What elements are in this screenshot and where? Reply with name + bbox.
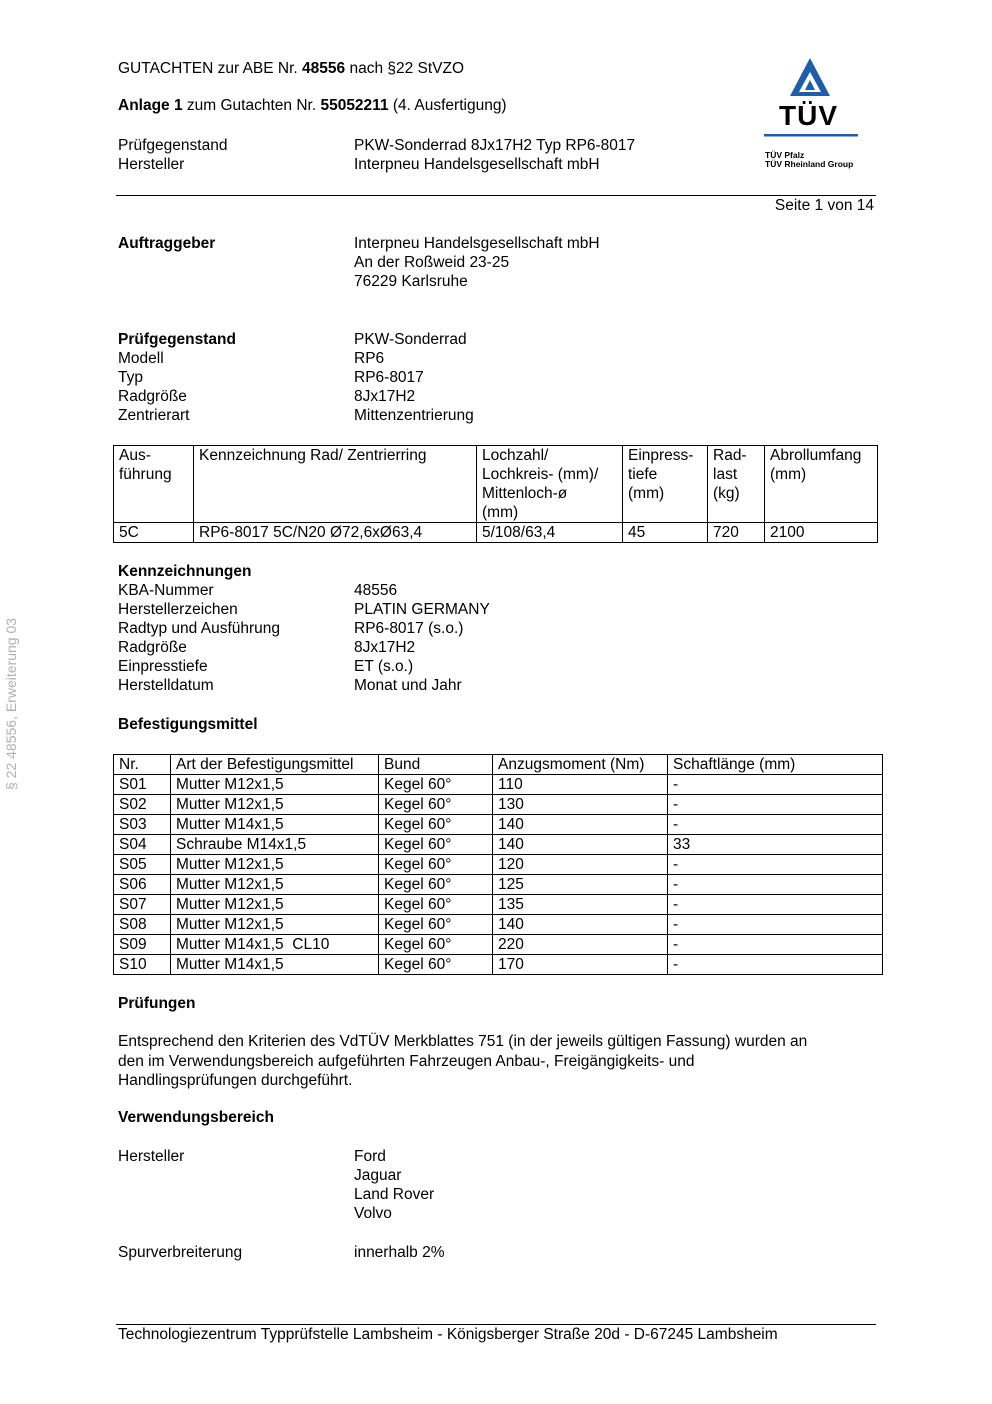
table-row (114, 895, 883, 915)
fastener-header-cell: Bund (379, 755, 493, 775)
table-cell: Kegel 60° (379, 815, 493, 835)
section-title: Verwendungsbereich (118, 1109, 274, 1126)
table-cell: Kegel 60° (379, 795, 493, 815)
manufacturer-item: Jaguar (354, 1167, 402, 1184)
paragraph-line: Handlingsprüfungen durchgeführt. (118, 1072, 353, 1089)
pruef-value: Mittenzentrierung (354, 407, 474, 424)
wheel-table-header (114, 446, 878, 523)
table-cell: 140 (493, 835, 668, 855)
pruef-label: Modell (118, 350, 164, 367)
section-title: Prüfungen (118, 995, 196, 1012)
pruefungen-text (118, 1032, 807, 1091)
logo-sub1: TÜV Pfalz (765, 150, 805, 160)
table-cell: 130 (493, 795, 668, 815)
section-title: Befestigungsmittel (118, 716, 258, 733)
pruef-value: 8Jx17H2 (354, 388, 416, 405)
table-cell: - (668, 875, 883, 895)
table-cell: S01 (114, 775, 171, 795)
title-prefix: GUTACHTEN zur ABE Nr. (118, 60, 303, 77)
table-cell: S05 (114, 855, 171, 875)
table-cell: - (668, 775, 883, 795)
kenn-value: Monat und Jahr (354, 677, 462, 694)
table-cell: - (668, 955, 883, 975)
auftraggeber-label: Auftraggeber (118, 235, 216, 252)
side-note: § 22 48556, Erweiterung 03 (3, 617, 19, 790)
table-row (114, 775, 883, 795)
logo-sub2: TÜV Rheinland Group (765, 159, 854, 169)
kenn-value: RP6-8017 (s.o.) (354, 620, 464, 637)
table-cell: 140 (493, 915, 668, 935)
page-number: Seite 1 von 14 (774, 197, 874, 214)
table-cell: - (668, 895, 883, 915)
kenn-label: Einpresstiefe (118, 658, 208, 675)
wheel-header-cell: Kennzeichnung Rad/ Zentrierring (194, 446, 477, 523)
kenn-label: Herstellerzeichen (118, 601, 238, 618)
table-cell: 135 (493, 895, 668, 915)
table-cell: - (668, 915, 883, 935)
kenn-label: KBA-Nummer (118, 582, 214, 599)
kenn-label: Radgröße (118, 639, 187, 656)
table-row (114, 855, 883, 875)
manufacturer-item: Land Rover (354, 1186, 435, 1203)
header-pruef-value: PKW-Sonderrad 8Jx17H2 Typ RP6-8017 (354, 137, 636, 154)
annex-label: Anlage 1 (118, 97, 183, 114)
table-cell: Kegel 60° (379, 835, 493, 855)
table-cell: 2100 (765, 523, 878, 543)
wheel-header-cell: Lochzahl/ Lochkreis- (mm)/ Mittenloch-ø (mm) (477, 446, 623, 523)
wheel-header-cell: Einpress- tiefe (mm) (623, 446, 708, 523)
logo-text: TÜV (779, 100, 838, 131)
pruefgegenstand-section (118, 330, 818, 425)
header-hersteller-label: Hersteller (118, 156, 185, 173)
kenn-value: 8Jx17H2 (354, 639, 416, 656)
table-row (114, 935, 883, 955)
table-cell: Schraube M14x1,5 (171, 835, 379, 855)
pruef-label: Typ (118, 369, 143, 386)
header-pruef-label: Prüfgegenstand (118, 137, 228, 154)
paragraph-line: den im Verwendungsbereich aufgeführten Fahrzeugen Anbau-, Freigängigkeits- und (118, 1052, 695, 1070)
spur-label: Spurverbreiterung (118, 1244, 243, 1261)
fastener-header-cell: Nr. (114, 755, 171, 775)
kennzeichnungen-section (118, 562, 818, 695)
header-info (118, 136, 818, 174)
fastener-header-cell: Anzugsmoment (Nm) (493, 755, 668, 775)
abe-number: 48556 (302, 60, 346, 77)
table-cell: Kegel 60° (379, 895, 493, 915)
table-cell: S02 (114, 795, 171, 815)
table-row (114, 875, 883, 895)
table-cell: 110 (493, 775, 668, 795)
annex-mid: zum Gutachten Nr. (182, 97, 321, 114)
table-row (114, 955, 883, 975)
table-cell: 220 (493, 935, 668, 955)
title-suffix: nach §22 StVZO (345, 60, 465, 77)
table-cell: Kegel 60° (379, 935, 493, 955)
fastener-table (113, 754, 883, 975)
table-cell: - (668, 855, 883, 875)
table-row (114, 915, 883, 935)
kenn-label: Herstelldatum (118, 677, 214, 694)
table-cell: Kegel 60° (379, 915, 493, 935)
table-cell: - (668, 795, 883, 815)
fastener-header-cell: Art der Befestigungsmittel (171, 755, 379, 775)
wheel-header-cell: Rad- last (kg) (708, 446, 765, 523)
fastener-table-header (114, 755, 883, 775)
tuv-logo (762, 56, 862, 176)
table-cell: Mutter M12x1,5 (171, 875, 379, 895)
header-hersteller-value: Interpneu Handelsgesellschaft mbH (354, 156, 600, 173)
auftraggeber-line: 76229 Karlsruhe (354, 273, 468, 290)
table-cell: 170 (493, 955, 668, 975)
pruef-label: Prüfgegenstand (118, 331, 236, 348)
table-cell: - (668, 815, 883, 835)
table-cell: 5C (114, 523, 194, 543)
annex-suffix: (4. Ausfertigung) (388, 97, 507, 114)
auftraggeber-section (118, 234, 818, 291)
footer-divider (116, 1324, 876, 1325)
section-title: Kennzeichnungen (118, 563, 252, 580)
table-cell: Mutter M12x1,5 (171, 895, 379, 915)
manufacturer-item: Volvo (354, 1205, 392, 1222)
table-cell: Mutter M12x1,5 (171, 915, 379, 935)
paragraph-line: Entsprechend den Kriterien des VdTÜV Merkblattes 751 (in der jeweils gültigen Fassung) wurden an (118, 1033, 808, 1050)
footer-text: Technologiezentrum Typprüfstelle Lambsheim - Königsberger Straße 20d - D-67245 Lambsheim (118, 1326, 778, 1343)
header-divider (116, 195, 876, 196)
table-row (114, 835, 883, 855)
table-cell: 33 (668, 835, 883, 855)
document-title (118, 60, 464, 78)
auftraggeber-line: Interpneu Handelsgesellschaft mbH (354, 235, 600, 252)
fastener-header-cell: Schaftlänge (mm) (668, 755, 883, 775)
pruef-value: RP6 (354, 350, 385, 367)
table-cell: Mutter M12x1,5 (171, 775, 379, 795)
table-row (114, 815, 883, 835)
verwendung-hersteller-label: Hersteller (118, 1148, 185, 1165)
wheel-table (113, 445, 878, 543)
table-cell: Mutter M14x1,5 CL10 (171, 935, 379, 955)
table-cell: Kegel 60° (379, 855, 493, 875)
table-cell: Kegel 60° (379, 955, 493, 975)
table-cell: 125 (493, 875, 668, 895)
table-row (114, 795, 883, 815)
table-cell: Kegel 60° (379, 775, 493, 795)
table-cell: - (668, 935, 883, 955)
table-cell: 140 (493, 815, 668, 835)
table-cell: 45 (623, 523, 708, 543)
auftraggeber-line: An der Roßweid 23-25 (354, 254, 510, 271)
spur-value: innerhalb 2% (354, 1244, 445, 1261)
pruef-value: PKW-Sonderrad (354, 331, 467, 348)
kenn-value: PLATIN GERMANY (354, 601, 490, 618)
table-cell: 720 (708, 523, 765, 543)
table-cell: 120 (493, 855, 668, 875)
table-cell: S03 (114, 815, 171, 835)
pruef-label: Zentrierart (118, 407, 190, 424)
table-cell: 5/108/63,4 (477, 523, 623, 543)
kenn-value: 48556 (354, 582, 398, 599)
wheel-header-cell: Aus- führung (114, 446, 194, 523)
annex-line (118, 97, 507, 115)
table-cell: Mutter M14x1,5 (171, 955, 379, 975)
table-cell: Mutter M12x1,5 (171, 855, 379, 875)
kenn-value: ET (s.o.) (354, 658, 414, 675)
table-row (114, 523, 878, 543)
wheel-header-cell: Abrollumfang (mm) (765, 446, 878, 523)
gutachten-number: 55052211 (320, 97, 389, 114)
table-cell: S06 (114, 875, 171, 895)
table-cell: RP6-8017 5C/N20 Ø72,6xØ63,4 (194, 523, 477, 543)
verwendung-section (118, 1147, 818, 1223)
table-cell: S09 (114, 935, 171, 955)
table-cell: S10 (114, 955, 171, 975)
table-cell: Mutter M12x1,5 (171, 795, 379, 815)
table-cell: S07 (114, 895, 171, 915)
table-cell: Kegel 60° (379, 875, 493, 895)
kenn-label: Radtyp und Ausführung (118, 620, 281, 637)
spur-section (118, 1243, 818, 1262)
manufacturer-item: Ford (354, 1148, 386, 1165)
table-cell: S08 (114, 915, 171, 935)
pruef-label: Radgröße (118, 388, 187, 405)
table-cell: Mutter M14x1,5 (171, 815, 379, 835)
table-cell: S04 (114, 835, 171, 855)
pruef-value: RP6-8017 (354, 369, 424, 386)
